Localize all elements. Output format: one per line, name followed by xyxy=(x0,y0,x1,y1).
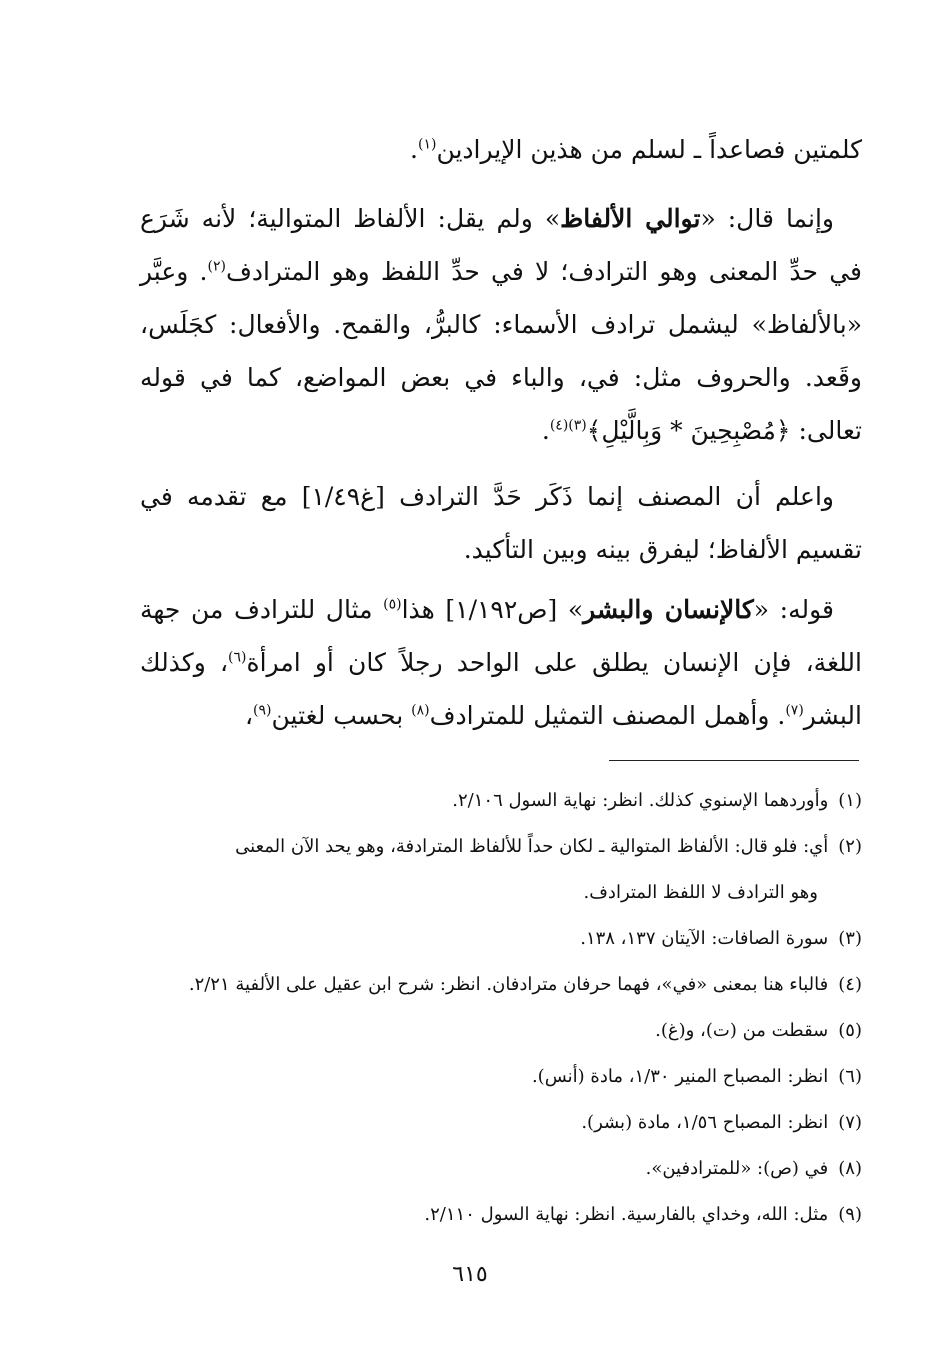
footnote-text: وأوردهما الإسنوي كذلك. انظر: نهاية السول ٢/١٠٦. xyxy=(452,790,829,811)
paragraph-1-text: كلمتين فصاعداً ـ لسلم من هذين الإيرادين xyxy=(436,135,862,164)
paragraph-3 xyxy=(140,470,862,576)
footnote-3 xyxy=(140,916,862,962)
footnote-8 xyxy=(140,1146,862,1192)
footnote-text: سقطت من (ت)، و(غ). xyxy=(655,1020,829,1041)
footnote-number: (٩) xyxy=(838,1204,862,1225)
page-number: ٦١٥ xyxy=(452,1262,488,1287)
footnote-6 xyxy=(140,1054,862,1100)
footnote-ref-7: (٧) xyxy=(785,702,804,719)
footnote-ref-2: (٢) xyxy=(207,258,226,275)
footnote-separator xyxy=(609,760,859,761)
footnote-2 xyxy=(140,824,862,870)
footnote-ref-6: (٦) xyxy=(228,649,247,666)
paragraph-4 xyxy=(140,583,862,742)
footnote-number: (٧) xyxy=(838,1112,862,1133)
footnote-5 xyxy=(140,1008,862,1054)
paragraph-4-text-d: ، وكذلك البشر xyxy=(140,648,862,730)
footnote-text: مثل: الله، وخداي بالفارسية. انظر: نهاية السول ٢/١١٠. xyxy=(424,1204,829,1225)
footnote-number: (٤) xyxy=(838,974,862,995)
footnote-number: (٨) xyxy=(838,1158,862,1179)
paragraph-1-end: . xyxy=(410,135,418,164)
paragraph-4-text-a: قوله: « xyxy=(753,595,834,624)
footnote-ref-3-4: (٣)(٤) xyxy=(549,417,587,434)
paragraph-2-text-a: وإنما قال: « xyxy=(700,204,834,233)
footnote-text: فالباء هنا بمعنى «في»، فهما حرفان مترادفان. انظر: شرح ابن عقيل على الألفية ٢/٢١. xyxy=(188,974,829,995)
footnote-number: (٦) xyxy=(838,1066,862,1087)
footnote-9 xyxy=(140,1192,862,1238)
quoted-term-insan: كالإنسان والبشر xyxy=(583,595,754,624)
footnote-ref-8: (٨) xyxy=(411,702,430,719)
footnote-ref-9: (٩) xyxy=(253,702,272,719)
footnote-text: أي: فلو قال: الألفاظ المتوالية ـ لكان حداً للألفاظ المترادفة، وهو يحد الآن المعنى xyxy=(235,836,829,857)
footnote-text: في (ص): «للمترادفين». xyxy=(645,1158,829,1179)
footnote-2-continuation: وهو الترادف لا اللفظ المترادف. xyxy=(583,882,818,903)
footnote-ref-1: (١) xyxy=(417,136,437,153)
paragraph-4-text-e: . وأهمل المصنف التمثيل للمترادف xyxy=(429,701,786,730)
footnote-text: سورة الصافات: الآيتان ١٣٧، ١٣٨. xyxy=(580,928,829,949)
paragraph-4-text-b: » [ص١/١٩٢] هذا xyxy=(401,595,584,624)
paragraph-4-text-f: بحسب لغتين xyxy=(271,701,412,730)
footnote-text: انظر: المصباح المنير ١/٣٠، مادة (أنس). xyxy=(531,1066,829,1087)
paragraph-4-text-c: مثال للترادف من جهة اللغة، فإن الإنسان يطلق على الواحد رجلاً كان أو امرأة xyxy=(140,595,862,677)
footnote-text: انظر: المصباح ١/٥٦، مادة (بشر). xyxy=(581,1112,829,1133)
footnote-1 xyxy=(140,778,862,824)
footnotes xyxy=(140,778,862,1238)
footnote-number: (٣) xyxy=(838,928,862,949)
paragraph-3-text: واعلم أن المصنف إنما ذَكَر حَدَّ الترادف [غ١/٤٩] مع تقدمه في تقسيم الألفاظ؛ ليفرق بينه وبين التأكيد. xyxy=(140,482,862,564)
footnote-number: (٥) xyxy=(838,1020,862,1041)
paragraph-2-end: . xyxy=(541,416,550,445)
paragraph-1 xyxy=(140,123,862,176)
footnote-number: (٢) xyxy=(838,836,862,857)
footnote-7 xyxy=(140,1100,862,1146)
footnote-4 xyxy=(140,962,862,1008)
paragraph-4-end: ، xyxy=(244,701,254,730)
paragraph-2-text-b: » ولم يقل: الألفاظ المتوالية؛ لأنه شَرَع في حدِّ المعنى وهو الترادف؛ لا في حدِّ اللفظ وهو المترادف xyxy=(140,204,862,286)
footnote-ref-5: (٥) xyxy=(383,596,402,613)
footnote-number: (١) xyxy=(838,790,862,811)
quoted-term-tawali: توالي الألفاظ xyxy=(560,204,701,233)
paragraph-2-text-c: . وعبَّر «بالألفاظ» ليشمل ترادف الأسماء: كالبرُّ، والقمح. والأفعال: كجَلَس، وقَعد. والحروف مثل: في، والباء في بعض المواضع، كما في قوله تعالى: ﴿مُصْبِحِينَ * وَبِالَّيْلِ﴾ xyxy=(140,257,862,445)
paragraph-2 xyxy=(140,192,862,457)
